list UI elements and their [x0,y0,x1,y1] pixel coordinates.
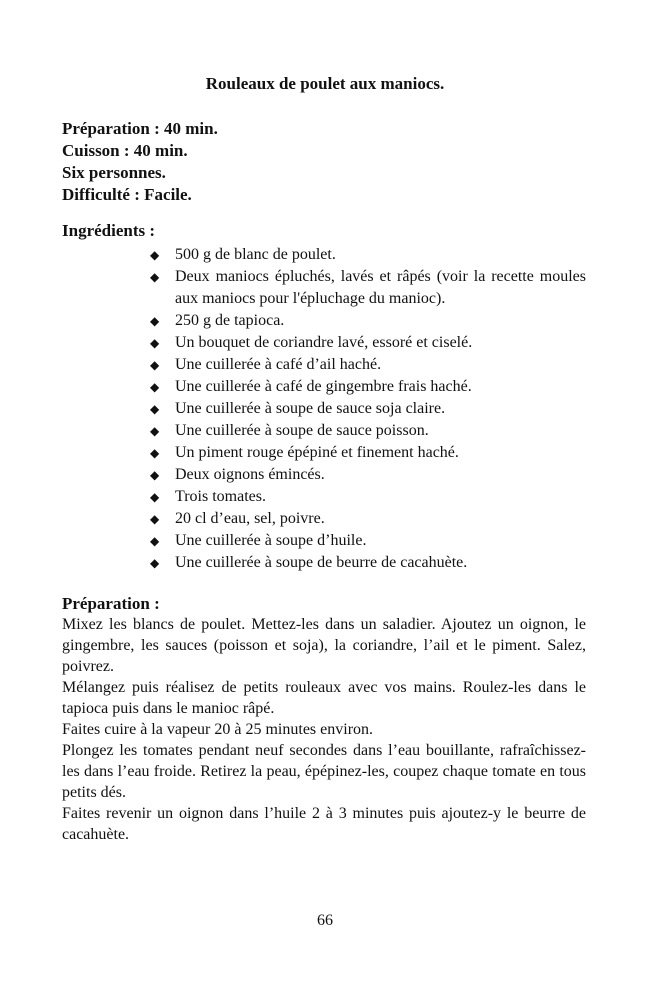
page-number: 66 [317,912,333,929]
preparation-paragraph: Mixez les blancs de poulet. Mettez-les dans un saladier. Ajoutez un oignon, le gingembre, les sauces (poisson et soja), la coriandre, l’ail et le piment. Salez, poivrez. [62,616,586,675]
bullet-diamond-icon: ◆ [150,534,160,548]
ingredient-text: Trois tomates. [175,488,266,505]
ingredient-item [150,244,586,266]
preparation-paragraph: Mélangez puis réalisez de petits rouleaux avec vos mains. Roulez-les dans le tapioca puis dans le manioc râpé. [62,679,586,717]
ingredient-item [150,486,586,508]
ingredient-text: 20 cl d’eau, sel, poivre. [175,510,325,527]
ingredient-text: Une cuillerée à soupe de sauce soja claire. [175,400,446,417]
preparation-paragraph: Faites revenir un oignon dans l’huile 2 à 3 minutes puis ajoutez-y le beurre de cacahuète. [62,805,586,843]
prep-time: Préparation : 40 min. [62,119,218,138]
ingredient-item [150,332,586,354]
ingredient-item [150,508,586,530]
ingredient-text: Une cuillerée à café d’ail haché. [175,356,382,373]
ingredient-text: Un piment rouge épépiné et finement haché. [175,444,459,461]
bullet-diamond-icon: ◆ [150,446,160,460]
ingredient-item [150,398,586,420]
bullet-diamond-icon: ◆ [150,468,160,482]
recipe-meta [62,118,218,206]
preparation-heading: Préparation : [62,594,160,613]
ingredient-text: 250 g de tapioca. [175,312,285,329]
ingredient-item [150,442,586,464]
ingredient-text: 500 g de blanc de poulet. [175,246,336,263]
preparation-paragraph: Faites cuire à la vapeur 20 à 25 minutes environ. [62,721,374,738]
bullet-diamond-icon: ◆ [150,402,160,416]
ingredient-item [150,464,586,486]
bullet-diamond-icon: ◆ [150,512,160,526]
ingredient-item [150,530,586,552]
ingredient-text: Une cuillerée à soupe d’huile. [175,532,367,549]
ingredient-item [150,376,586,398]
ingredient-item [150,266,586,310]
ingredient-item [150,552,586,574]
bullet-diamond-icon: ◆ [150,424,160,438]
recipe-title: Rouleaux de poulet aux maniocs. [205,74,445,93]
ingredient-item [150,420,586,442]
ingredient-text: Une cuillerée à soupe de beurre de cacahuète. [175,554,468,571]
ingredient-text: Deux oignons émincés. [175,466,325,483]
difficulty: Difficulté : Facile. [62,185,192,204]
preparation-body [62,614,586,845]
cook-time: Cuisson : 40 min. [62,141,188,160]
bullet-diamond-icon: ◆ [150,358,160,372]
servings: Six personnes. [62,163,166,182]
preparation-paragraph: Plongez les tomates pendant neuf secondes dans l’eau bouillante, rafraîchissez-les dans l’eau froide. Retirez la peau, épépinez-les, coupez chaque tomate en tous petits dés. [62,742,586,801]
bullet-diamond-icon: ◆ [150,314,160,328]
bullet-diamond-icon: ◆ [150,490,160,504]
bullet-diamond-icon: ◆ [150,380,160,394]
ingredient-item [150,310,586,332]
ingredients-heading: Ingrédients : [62,221,156,240]
ingredient-item [150,354,586,376]
ingredients-list [150,244,586,574]
ingredient-text: Une cuillerée à café de gingembre frais haché. [175,378,472,395]
bullet-diamond-icon: ◆ [150,248,160,262]
ingredient-text: Deux maniocs épluchés, lavés et râpés (voir la recette moules aux maniocs pour l'épluchage du manioc). [175,268,586,307]
bullet-diamond-icon: ◆ [150,270,160,284]
bullet-diamond-icon: ◆ [150,556,160,570]
bullet-diamond-icon: ◆ [150,336,160,350]
ingredient-text: Une cuillerée à soupe de sauce poisson. [175,422,429,439]
ingredient-text: Un bouquet de coriandre lavé, essoré et ciselé. [175,334,473,351]
